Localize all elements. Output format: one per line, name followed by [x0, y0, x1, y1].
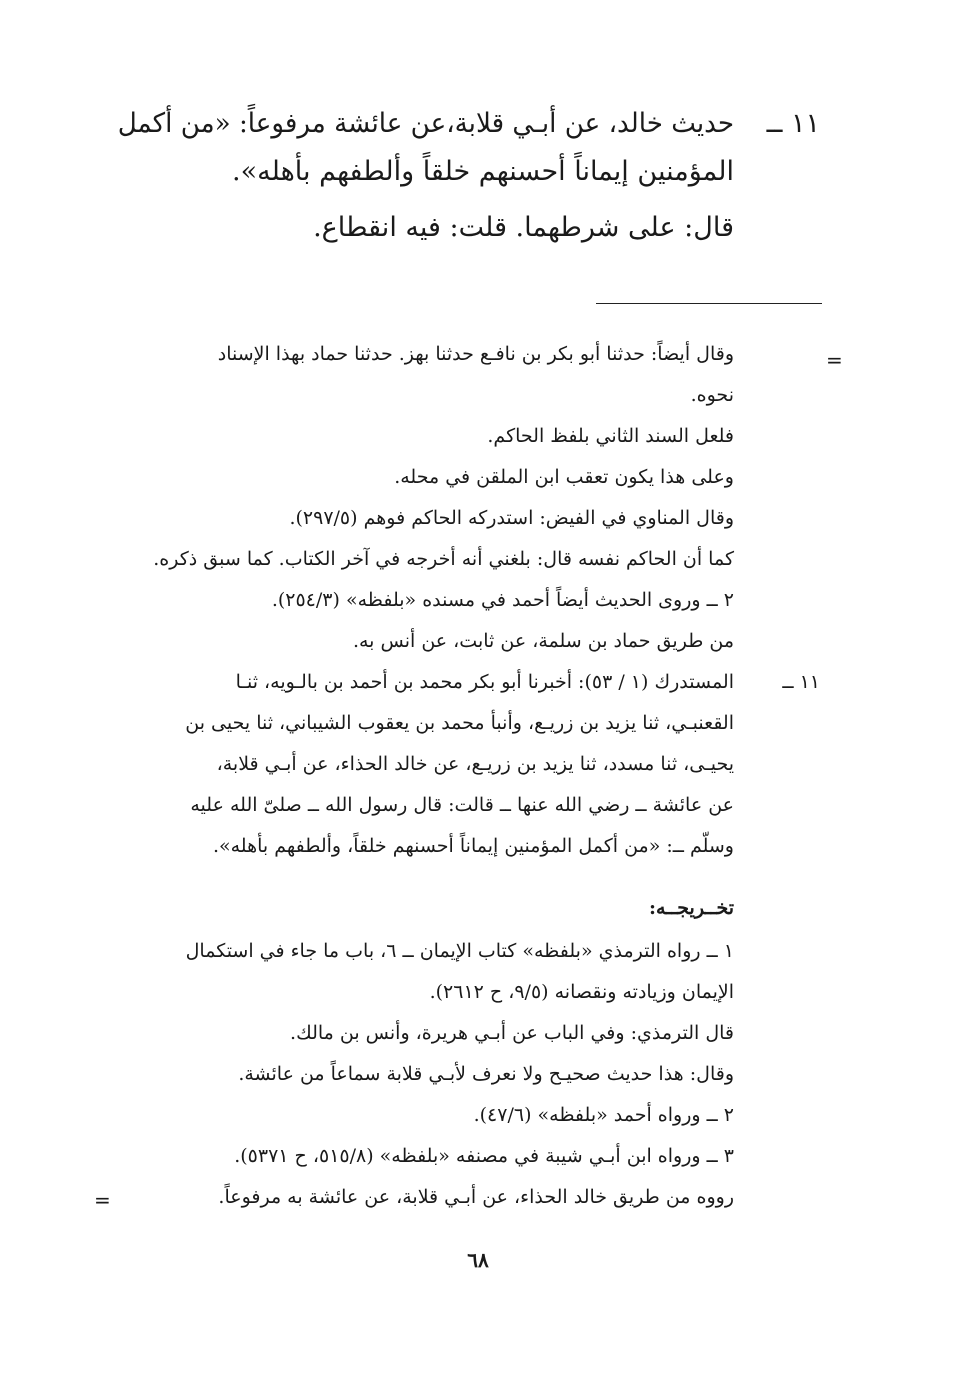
footnote-line: كما أن الحاكم نفسه قال: بلغني أنه أخرجه في آخر الكتاب. كما سبق ذكره.: [153, 548, 734, 570]
entry-line: وسلّم ــ: «من أكمل المؤمنين إيماناً أحسنهم خلقاً، وألطفهم بأهله».: [212, 835, 734, 857]
entry-line: يحيـى، ثنا مسدد، ثنا يزيد بن زريـع، عن خالد الحذاء، عن أبـي قلابة،: [216, 753, 734, 775]
entry-line: القعنبـي، ثنا يزيد بن زريـع، وأنبأ محمد بن يعقوب الشيباني، ثنا يحيى بن: [185, 712, 734, 734]
page-number: ٦٨: [467, 1248, 489, 1272]
entry-line: المستدرك (١ / ٥٣): أخبرنا أبو بكر محمد بن أحمد بن بالـويه، ثنـا: [235, 671, 734, 693]
footnote-line: ٢ ــ وروى الحديث أيضاً أحمد في مسنده «بلفظه» (٢٥٤/٣).: [271, 589, 734, 611]
takhrij-heading: تخــريجــه:: [648, 897, 734, 919]
footnote-line: وعلى هذا يكون تعقب ابن الملقن في محله.: [394, 466, 734, 488]
footnote-separator: [596, 303, 822, 304]
takhrij-line: رووه من طريق خالد الحذاء، عن أبـي قلابة، عن عائشة به مرفوعاً.: [218, 1186, 734, 1208]
footnote-line: من طريق حماد بن سلمة، عن ثابت، عن أنس به.: [352, 630, 734, 652]
entry-line: عن عائشة ــ رضي الله عنها ــ قالت: قال رسول الله ــ صلىّ الله عليه: [190, 794, 734, 816]
takhrij-line: قال الترمذي: وفي الباب عن أبـي هريرة، وأنس بن مالك.: [290, 1022, 734, 1044]
footnote-line: وقال أيضاً: حدثنا أبو بكر بن نافـع حدثنا بهز. حدثنا حماد بهذا الإسناد: [217, 343, 734, 365]
takhrij-line: ٣ ــ ورواه ابن أبـي شيبة في مصنفه «بلفظه» (٥١٥/٨، ح ٥٣٧١).: [234, 1145, 734, 1167]
takhrij-line: ٢ ــ ورواه أحمد «بلفظه» (٤٧/٦).: [473, 1104, 734, 1126]
footnote-line: فلعل السند الثاني بلفظ الحاكم.: [487, 425, 734, 447]
main-text-line-2: المؤمنين إيماناً أحسنهم خلقاً وألطفهم بأهله».: [232, 156, 734, 187]
main-text-line-3: قال: على شرطهما. قلت: فيه انقطاع.: [313, 212, 734, 243]
entry-number: ١١ ــ: [782, 671, 820, 693]
takhrij-line: وقال: هذا حديث صحيـح ولا نعرف لأبـي قلابة سماعاً من عائشة.: [238, 1063, 734, 1085]
takhrij-line: ١ ــ رواه الترمذي «بلفظه» كتاب الإيمان ــ ٦، باب ما جاء في استكمال: [185, 940, 734, 962]
continuation-marker-bottom: =: [94, 1188, 111, 1212]
footnote-line: نحوه.: [690, 384, 734, 406]
main-text-line-1: حديث خالد، عن أبـي قلابة،عن عائشة مرفوعاً: «من أكمل: [117, 108, 734, 139]
hadith-number: ١١ ــ: [766, 108, 820, 139]
continuation-marker: =: [826, 348, 843, 372]
footnote-line: وقال المناوي في الفيض: استدركه الحاكم فوهم (٢٩٧/٥).: [289, 507, 734, 529]
takhrij-line: الإيمان وزيادته ونقصانه (٩/٥، ح ٢٦١٢).: [429, 981, 734, 1003]
